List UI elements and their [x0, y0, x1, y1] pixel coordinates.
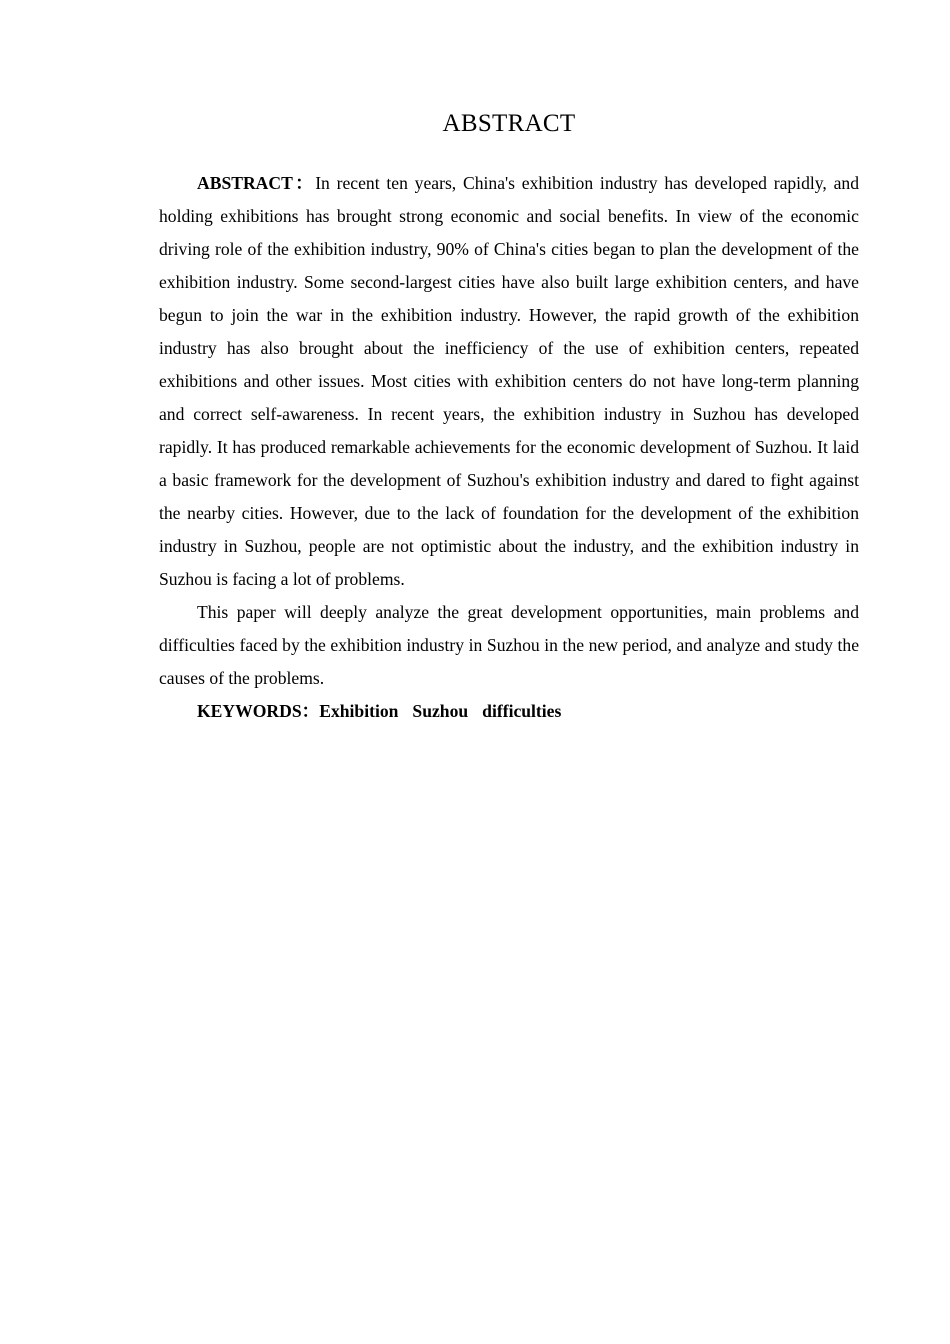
keywords-label: KEYWORDS：: [197, 701, 320, 721]
abstract-label: ABSTRACT：: [197, 173, 316, 193]
abstract-paragraph-2: This paper will deeply analyze the great development opportunities, main problems and difficulties faced by the exhibition industry in Suzhou in the new period, and analyze and study the causes of the problems.: [159, 602, 859, 688]
abstract-paragraph-1-text: In recent ten years, China's exhibition industry has developed rapidly, and holding exhibitions has brought strong economic and social benefits. In view of the economic driving role of the exhibition industry, 90% of China's cities began to plan the development of the exhibition industry. Some second-largest cities have also built large exhibition centers, and have begun to join the war in the exhibition industry. However, the rapid growth of the exhibition industry has also brought about the inefficiency of the use of exhibition centers, repeated exhibitions and other issues. Most cities with exhibition centers do not have long-term planning and correct self-awareness. In recent years, the exhibition industry in Suzhou has developed rapidly. It has produced remarkable achievements for the economic development of Suzhou. It laid a basic framework for the development of Suzhou's exhibition industry and dared to fight against the nearby cities. However, due to the lack of foundation for the development of the exhibition industry in Suzhou, people are not optimistic about the industry, and the exhibition industry in Suzhou is facing a lot of problems.: [159, 173, 859, 589]
abstract-paragraph-1: [159, 167, 859, 596]
abstract-body: [159, 167, 859, 728]
keyword-item: Suzhou: [412, 701, 469, 721]
keywords-line: [159, 695, 859, 728]
keyword-item: difficulties: [482, 701, 562, 721]
page-title: ABSTRACT: [442, 110, 576, 137]
keyword-item: Exhibition: [319, 701, 399, 721]
